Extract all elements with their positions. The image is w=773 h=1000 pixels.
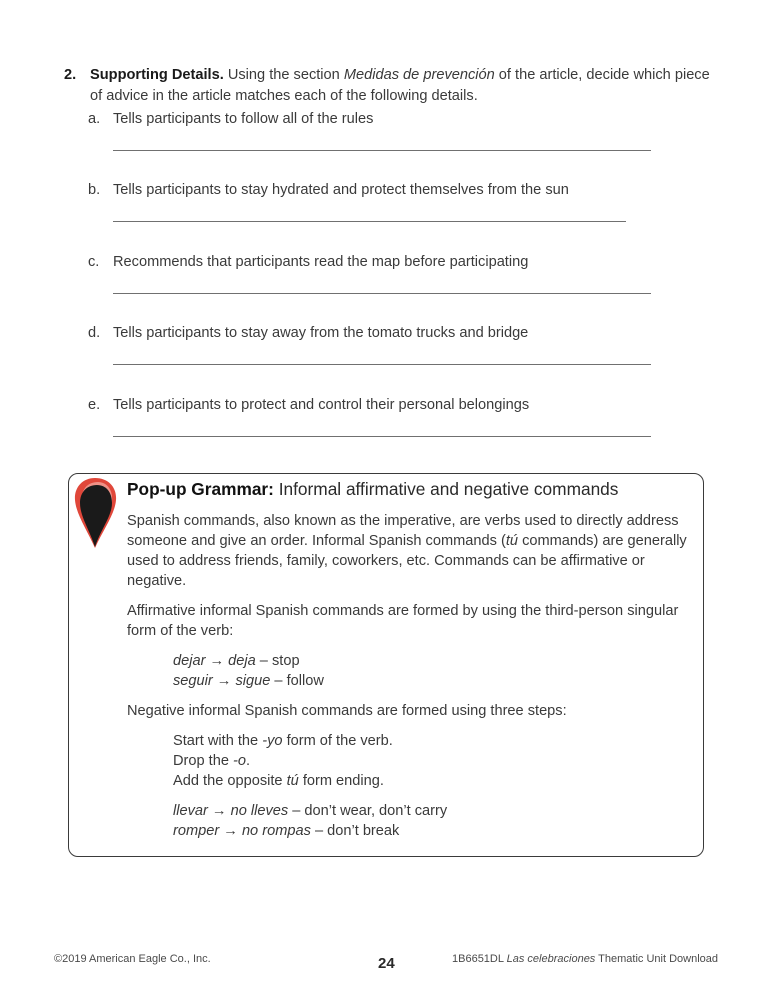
- step-item: [173, 771, 687, 791]
- meaning: – stop: [255, 653, 300, 669]
- example-item: [173, 821, 687, 841]
- item-text: Tells participants to protect and control their personal belongings: [113, 397, 530, 413]
- italic-term: -o: [233, 753, 247, 769]
- pop-up-label: Pop-up Grammar:: [127, 479, 274, 499]
- affirmative-paragraph: Affirmative informal Spanish commands are formed by using the third-person singular form of the verb:: [127, 603, 679, 639]
- item-text: Tells participants to stay hydrated and protect themselves from the sun: [113, 182, 569, 198]
- product-code: 1B6651DL: [452, 953, 507, 965]
- italic-term: tú: [286, 773, 299, 789]
- question-prompt: [90, 65, 724, 107]
- map-pin-icon: [73, 476, 119, 550]
- example-item: [173, 801, 687, 821]
- answer-line-b[interactable]: [113, 221, 626, 222]
- question-heading: Supporting Details.: [90, 67, 224, 83]
- item-letter: e.: [88, 397, 101, 413]
- answer-line-e[interactable]: [113, 436, 651, 437]
- meaning: – don’t wear, don’t carry: [288, 803, 448, 819]
- meaning: – don’t break: [310, 823, 400, 839]
- text: .: [246, 753, 251, 769]
- italic-term: -yo: [262, 733, 283, 749]
- prompt-text-1: Using the section: [223, 67, 344, 83]
- command: sigue: [235, 673, 271, 689]
- negative-examples: [173, 801, 687, 841]
- prompt-text-2: of the article, decide which piece of advice in the article matches each of the following details.: [90, 67, 710, 104]
- question-2: [64, 65, 724, 107]
- answer-line-d[interactable]: [113, 364, 651, 365]
- affirmative-examples: [173, 651, 687, 691]
- text: Add the opposite: [173, 773, 287, 789]
- text: Drop the: [173, 753, 234, 769]
- infinitive: dejar: [173, 653, 206, 669]
- command: no lleves: [230, 803, 289, 819]
- pop-up-topic: Informal affirmative and negative commands: [273, 479, 619, 499]
- item-letter: d.: [88, 325, 101, 341]
- answer-line-c[interactable]: [113, 293, 651, 294]
- intro-paragraph: [127, 511, 687, 591]
- item-text: Tells participants to follow all of the rules: [113, 111, 374, 127]
- item-letter: b.: [88, 182, 101, 198]
- arrow-icon: →: [212, 673, 236, 689]
- text: Spanish commands, also known as the imperative, are verbs used to directly address someone and give an order. Informal Spanish commands (: [127, 513, 679, 549]
- arrow-icon: →: [207, 803, 231, 819]
- item-letter: c.: [88, 254, 100, 270]
- item-text: Recommends that participants read the map before participating: [113, 254, 529, 270]
- infinitive: llevar: [173, 803, 208, 819]
- text: form ending.: [298, 773, 384, 789]
- item-letter: a.: [88, 111, 101, 127]
- arrow-icon: →: [205, 653, 229, 669]
- example-item: [173, 651, 687, 671]
- command: no rompas: [241, 823, 311, 839]
- item-text: Tells participants to stay away from the tomato trucks and bridge: [113, 325, 529, 341]
- step-item: [173, 751, 687, 771]
- copyright: ©2019 American Eagle Co., Inc.: [54, 953, 211, 965]
- italic-term: tú: [505, 533, 519, 549]
- negative-steps: [173, 731, 687, 791]
- text: commands) are generally used to address friends, family, coworkers, etc. Commands can be affirmative or negative.: [127, 533, 687, 589]
- meaning: – follow: [270, 673, 324, 689]
- section-name: Medidas de prevención: [343, 67, 495, 83]
- infinitive: seguir: [173, 673, 213, 689]
- unit-title: Las celebraciones: [506, 953, 596, 965]
- negative-paragraph: Negative informal Spanish commands are formed using three steps:: [127, 703, 567, 719]
- example-item: [173, 671, 687, 691]
- text: Start with the: [173, 733, 263, 749]
- answer-line-a[interactable]: [113, 150, 651, 151]
- pop-up-body: [127, 511, 687, 841]
- pop-up-title: [127, 478, 618, 500]
- unit-subtitle: Thematic Unit Download: [595, 953, 718, 965]
- step-item: [173, 731, 687, 751]
- command: deja: [228, 653, 256, 669]
- question-number: 2.: [64, 67, 77, 83]
- document-title: [452, 953, 718, 965]
- infinitive: romper: [173, 823, 220, 839]
- page-number: 24: [378, 955, 395, 972]
- arrow-icon: →: [219, 823, 242, 839]
- text: form of the verb.: [282, 733, 393, 749]
